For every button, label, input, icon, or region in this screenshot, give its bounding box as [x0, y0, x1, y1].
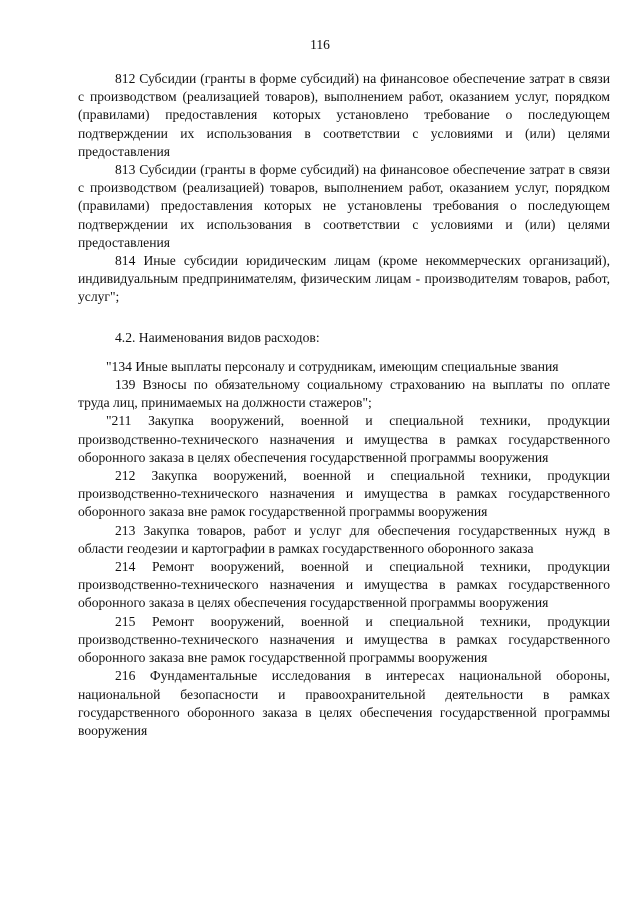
document-body	[78, 70, 610, 740]
paragraph-813: 813 Субсидии (гранты в форме субсидий) на финансовое обеспечение затрат в связи с производством (реализацией) товаров, выполнением работ, оказанием услуг, порядком (правилами) предоставления которых не установлены требования о последующем подтверждении их использования в соответствии с условиями и (или) целями предоставления	[78, 162, 610, 250]
paragraph-134: "134 Иные выплаты персоналу и сотрудникам, имеющим специальные звания	[106, 358, 559, 374]
paragraph-212: 212 Закупка вооружений, военной и специальной техники, продукции производственно-технического назначения и имущества в рамках государственного оборонного заказа вне рамок государственной программы вооружения	[78, 468, 610, 520]
paragraph-211: "211 Закупка вооружений, военной и специальной техники, продукции производственно-технического назначения и имущества в рамках государственного оборонного заказа в целях обеспечения государственной программы вооружения	[78, 413, 610, 465]
page-number: 116	[310, 37, 330, 52]
paragraph-812: 812 Субсидии (гранты в форме субсидий) на финансовое обеспечение затрат в связи с производством (реализацией товаров), выполнением работ, оказанием услуг, порядком (правилами) предоставления которых установлено требование о последующем подтверждении их использования в соответствии с условиями и (или) целями предоставления	[78, 71, 610, 159]
paragraph-214: 214 Ремонт вооружений, военной и специальной техники, продукции производственно-технического назначения и имущества в рамках государственного оборонного заказа в целях обеспечения государственной программы вооружения	[78, 559, 610, 611]
paragraph-213: 213 Закупка товаров, работ и услуг для обеспечения государственных нужд в области геодезии и картографии в рамках государственного оборонного заказа	[78, 522, 610, 556]
paragraph-216: 216 Фундаментальные исследования в интересах национальной обороны, национальной безопасности и правоохранительной деятельности в рамках государственного оборонного заказа в целях обеспечения государственной программы вооружения	[78, 668, 610, 738]
paragraph-814: 814 Иные субсидии юридическим лицам (кроме некоммерческих организаций), индивидуальным предпринимателям, физическим лицам - производителям товаров, работ, услуг";	[78, 253, 610, 305]
paragraph-139: 139 Взносы по обязательному социальному страхованию на выплаты по оплате труда лиц, принимаемых на должности стажеров";	[78, 377, 610, 411]
section-heading: 4.2. Наименования видов расходов:	[115, 329, 320, 345]
paragraph-215: 215 Ремонт вооружений, военной и специальной техники, продукции производственно-технического назначения и имущества в рамках государственного оборонного заказа вне рамок государственной программы вооружения	[78, 613, 610, 666]
